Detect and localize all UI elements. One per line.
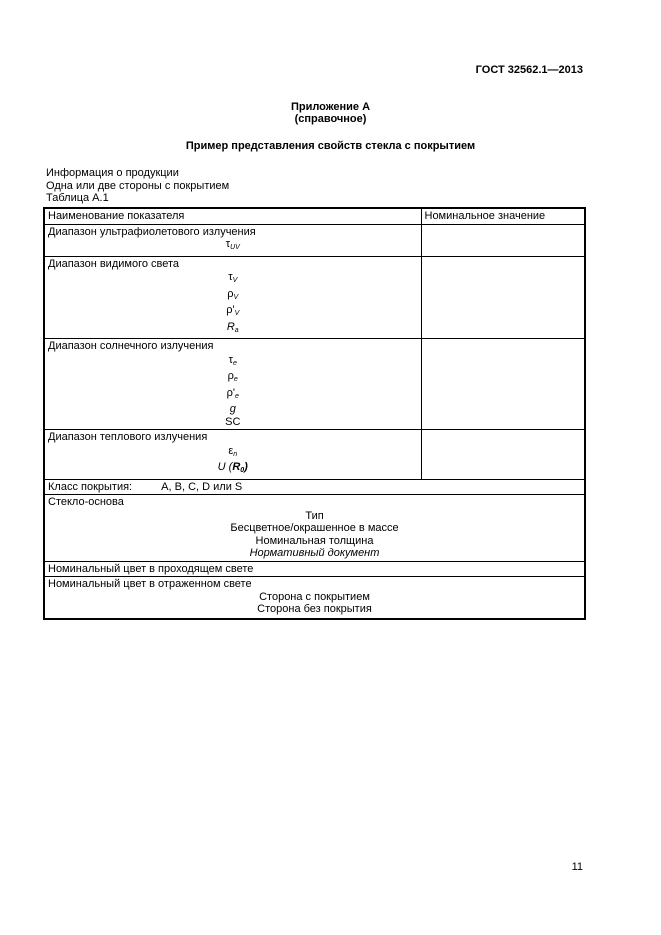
reflected-color-label: Номинальный цвет в отраженном свете <box>48 578 252 590</box>
reflected-color-items <box>48 591 581 617</box>
solar-symbols <box>48 354 418 429</box>
table-row-uv <box>44 224 585 256</box>
reflected-coated-side: Сторона с покрытием <box>259 590 370 603</box>
thermal-symbols <box>48 445 418 478</box>
main-title: Пример представления свойств стекла с покрытием <box>185 140 476 152</box>
visible-label: Диапазон видимого света <box>48 257 180 270</box>
thermal-label: Диапазон теплового излучения <box>48 431 208 443</box>
table-row-transmitted-color <box>44 561 585 577</box>
solar-symbol-2: $\rho_e$ <box>227 370 238 383</box>
cell-transmitted-color: Номинальный цвет в проходящем свете <box>44 561 585 577</box>
appendix-heading <box>0 101 661 125</box>
cell-solar-label <box>44 339 421 430</box>
intro-block <box>46 167 229 205</box>
appendix-subtitle: (справочное) <box>294 113 367 125</box>
uv-label: Диапазон ультрафиолетового излучения <box>48 225 256 238</box>
visible-symbol-1: $\tau_V$ <box>228 271 238 284</box>
table-row-coating-class <box>44 479 585 495</box>
base-glass-tint: Бесцветное/окрашенное в массе <box>230 522 399 534</box>
document-code: ГОСТ 32562.1—2013 <box>475 64 583 76</box>
cell-reflected-color <box>44 577 585 619</box>
table-row-base-glass <box>44 495 585 562</box>
cell-base-glass <box>44 495 585 562</box>
table-row-reflected-color <box>44 577 585 619</box>
visible-symbols <box>48 271 418 337</box>
uv-symbol: $\tau_{UV}$ <box>225 238 240 251</box>
intro-line-coated-sides: Одна или две стороны с покрытием <box>46 179 230 192</box>
table-row-visible <box>44 256 585 339</box>
appendix-title: Приложение А <box>290 101 371 113</box>
cell-uv-label <box>44 224 421 256</box>
base-glass-items <box>48 510 581 560</box>
col-header-indicator: Наименование показателя <box>44 208 421 224</box>
visible-symbol-4: $R_a$ <box>226 320 239 334</box>
cell-solar-value <box>421 339 585 430</box>
base-glass-thickness: Номинальная толщина <box>255 534 374 547</box>
cell-visible-label <box>44 256 421 339</box>
cell-thermal-label <box>44 430 421 480</box>
thermal-symbol-2: U $(R_0)$ <box>217 461 248 474</box>
cell-thermal-value <box>421 430 585 480</box>
cell-coating-class <box>44 479 585 495</box>
base-glass-standard: Нормативный документ <box>249 547 380 559</box>
table-header-row <box>44 208 585 224</box>
properties-table <box>43 207 586 620</box>
base-glass-type: Тип <box>305 509 324 522</box>
intro-line-product-info: Информация о продукции <box>46 167 179 179</box>
solar-symbol-3: $\rho'_e$ <box>226 386 239 400</box>
coating-class-value: А, В, С, D или S <box>161 480 243 493</box>
solar-symbol-4: g <box>229 403 236 415</box>
base-glass-label: Стекло-основа <box>48 496 124 508</box>
col-header-nominal-value: Номинальное значение <box>421 208 585 224</box>
coating-class-label: Класс покрытия: <box>48 480 133 493</box>
visible-symbol-2: $\rho_V$ <box>227 287 239 301</box>
solar-label: Диапазон солнечного излучения <box>48 340 214 352</box>
intro-line-table-number: Таблица А.1 <box>46 192 109 204</box>
solar-symbol-1: $\tau_e$ <box>228 353 237 367</box>
thermal-symbol-1: $\varepsilon_n$ <box>228 444 238 458</box>
page-number: 11 <box>571 861 583 873</box>
solar-symbol-5: SC <box>225 415 241 428</box>
table-row-thermal <box>44 430 585 480</box>
cell-uv-value <box>421 224 585 256</box>
visible-symbol-3: $\rho'_V$ <box>226 304 240 317</box>
cell-visible-value <box>421 256 585 339</box>
table-row-solar <box>44 339 585 430</box>
reflected-uncoated-side: Сторона без покрытия <box>257 603 372 615</box>
